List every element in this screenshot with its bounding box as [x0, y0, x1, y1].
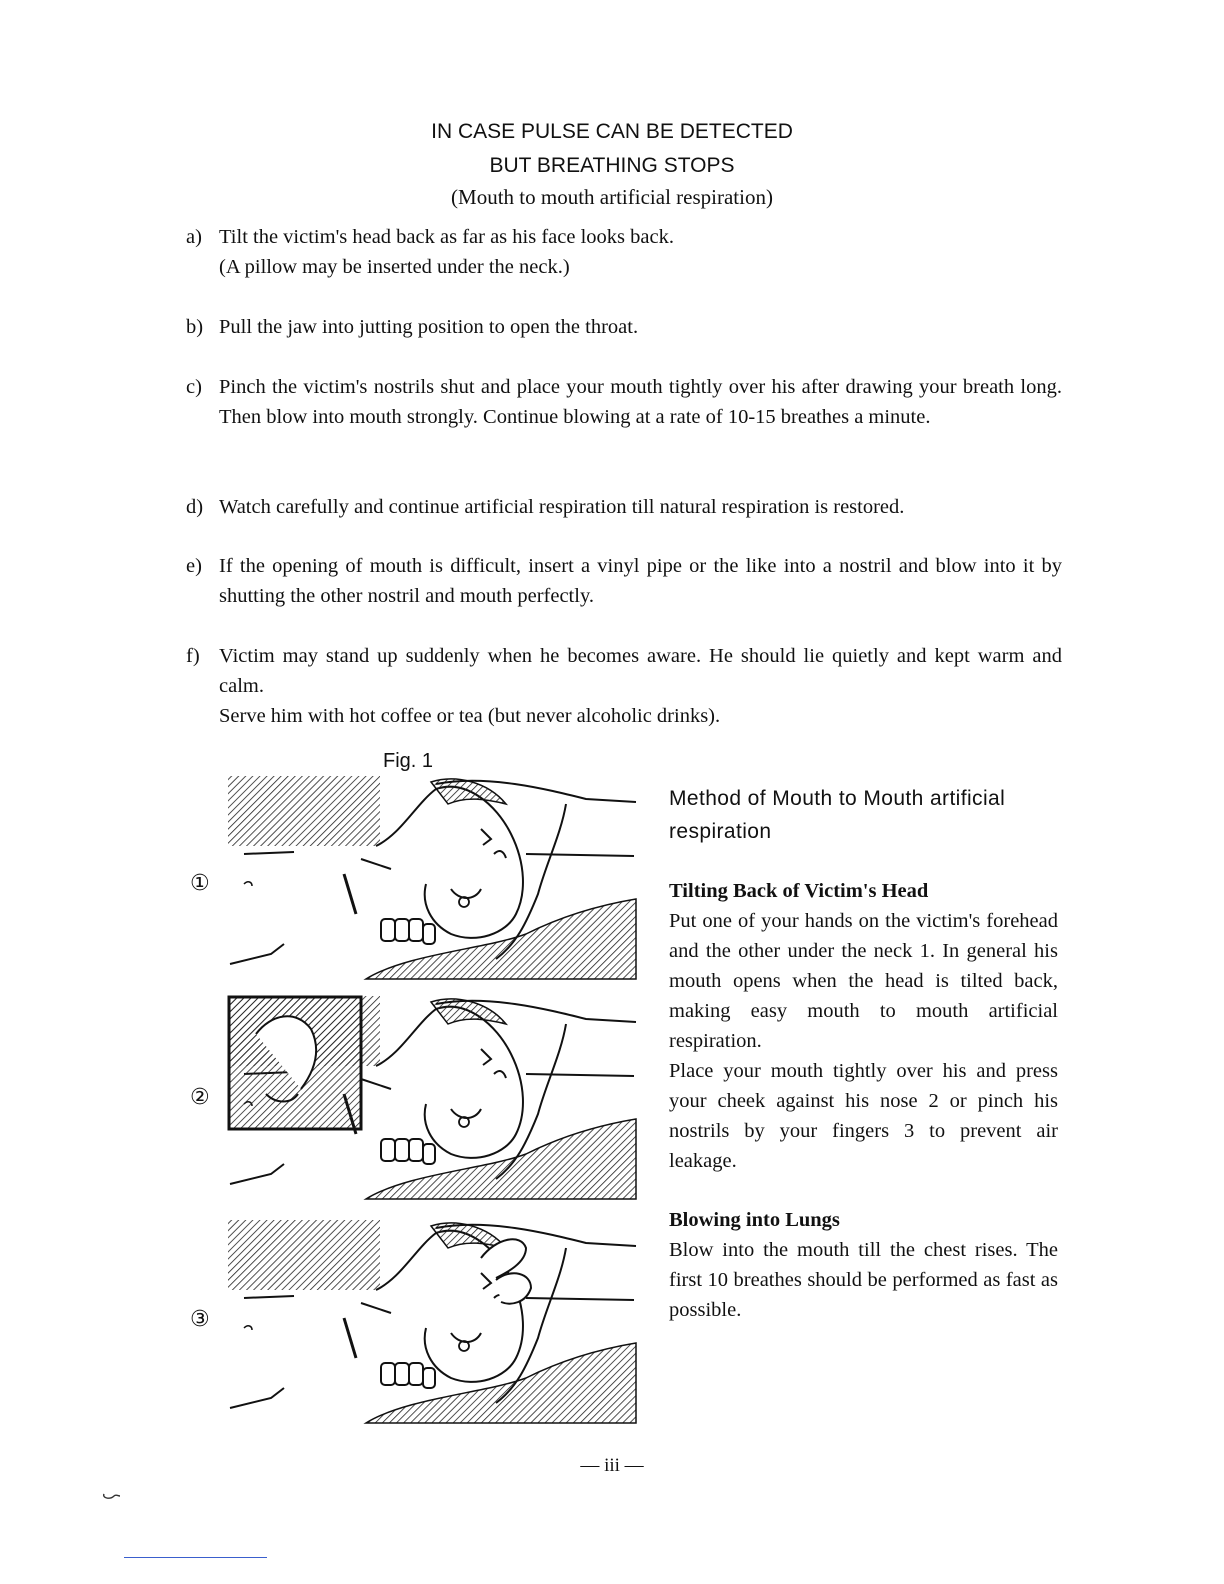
section-paragraph: Place your mouth tightly over his and press your cheek against his nose 2 or pinch his nostrils by your fingers 3 to prevent air leakage.: [669, 1060, 1058, 1172]
step-text: Serve him with hot coffee or tea (but never alcoholic drinks).: [219, 705, 721, 727]
illustration-panel-2: [226, 994, 638, 1204]
footer-rule: [124, 1557, 267, 1558]
panel-number-1: ①: [190, 871, 210, 896]
step-text: Pinch the victim's nostrils shut and place your mouth tightly over his after drawing your breath long. Then blow into mouth strongly. Continue blowing at a rate of 10-15 breathes a minute.: [219, 376, 1062, 428]
section-tilting-head: [669, 876, 1058, 1176]
step-d: [186, 492, 1062, 522]
illustration-panel-1: [226, 774, 638, 984]
figure-label: Fig. 1: [383, 750, 434, 772]
page-subtitle: (Mouth to mouth artificial respiration): [451, 185, 773, 209]
section-paragraph: Blow into the mouth till the chest rises. The first 10 breathes should be performed as fast as possible.: [669, 1239, 1058, 1321]
step-text: Tilt the victim's head back as far as his face looks back.: [219, 226, 674, 248]
step-marker: c): [186, 376, 202, 398]
step-e: [186, 551, 1062, 611]
illustration-panel-3: [226, 1218, 638, 1428]
step-text: Watch carefully and continue artificial respiration till natural respiration is restored.: [219, 496, 905, 518]
step-c: [186, 372, 1062, 432]
section-heading: Tilting Back of Victim's Head: [669, 880, 929, 902]
page-number: — iii —: [580, 1455, 644, 1476]
section-paragraph: Put one of your hands on the victim's forehead and the other under the neck 1. In general his mouth opens when the head is tilted back, making easy mouth to mouth artificial respiration.: [669, 910, 1058, 1052]
step-text: (A pillow may be inserted under the neck.): [219, 256, 570, 278]
panel-number-3: ③: [190, 1307, 210, 1332]
panel-number-2: ②: [190, 1085, 210, 1110]
step-text: If the opening of mouth is difficult, insert a vinyl pipe or the like into a nostril and blow into it by shutting the other nostril and mouth perfectly.: [219, 555, 1062, 607]
step-a: [186, 222, 1062, 282]
scan-mark: [96, 1478, 126, 1502]
section-heading: Blowing into Lungs: [669, 1209, 840, 1231]
step-b: [186, 312, 1062, 342]
step-marker: d): [186, 496, 204, 518]
step-f: [186, 641, 1062, 731]
section-blowing-lungs: [669, 1205, 1058, 1325]
step-text: Victim may stand up suddenly when he becomes aware. He should lie quietly and kept warm and calm.: [219, 645, 1062, 697]
page-title-line-1: IN CASE PULSE CAN BE DETECTED: [431, 120, 793, 143]
step-text: Pull the jaw into jutting position to open the throat.: [219, 316, 639, 338]
step-marker: e): [186, 555, 202, 577]
step-marker: b): [186, 316, 204, 338]
step-marker: f): [186, 645, 200, 667]
page-title-line-2: BUT BREATHING STOPS: [489, 154, 735, 177]
method-title: Method of Mouth to Mouth artificial respiration: [669, 787, 1006, 843]
step-marker: a): [186, 226, 202, 248]
